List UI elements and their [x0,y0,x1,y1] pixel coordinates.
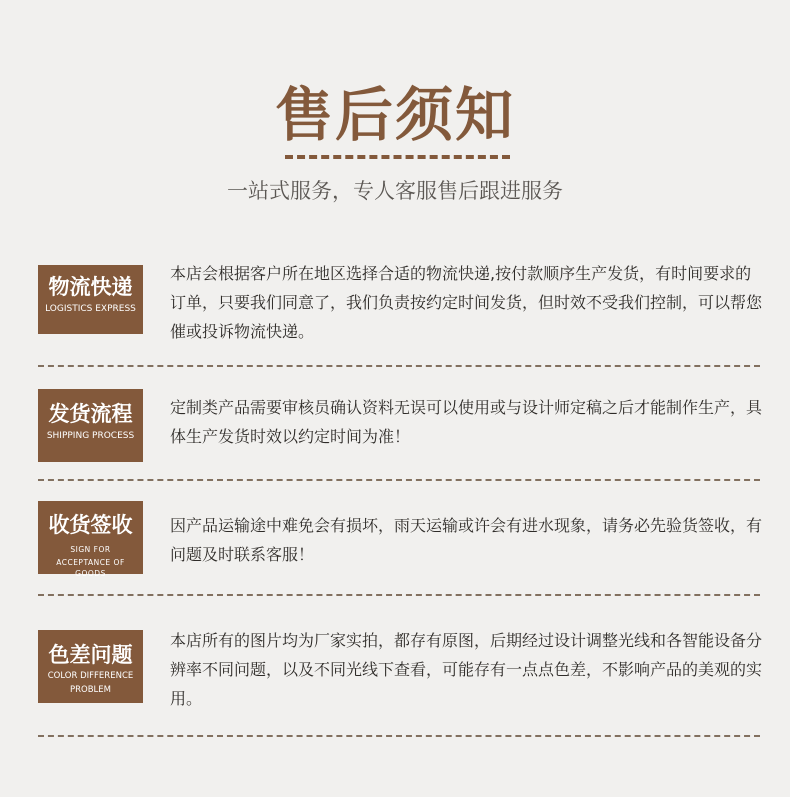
badge-title: 物流快递 [48,275,133,299]
title-underline [285,155,510,159]
badge-subtitle: SHIPPING PROCESS [46,431,135,441]
section-divider [38,594,760,596]
badge-shipping [38,389,143,462]
badge-title: 收货签收 [48,513,133,537]
badge-subtitle: LOGISTICS EXPRESS [45,304,136,314]
badge-logistics [38,265,143,334]
badge-subtitle-line-1: SIGN FOR [70,545,111,554]
section-divider [38,735,760,737]
badge-sign-for-goods [38,501,143,578]
section-text: 本店会根据客户所在地区选择合适的物流快递,按付款顺序生产发货，有时间要求的订单，只要我们同意了，我们负责按约定时间发货，但时效不受我们控制，可以帮您催或投诉物流快递。 [170,264,763,341]
section-text: 定制类产品需要审核员确认资料无误可以使用或与设计师定稿之后才能制作生产，具体生产发货时效以约定时间为准！ [170,398,763,446]
badge-subtitle-line-1: COLOR DIFFERENCE [47,671,134,681]
section-divider [38,479,760,481]
badge-subtitle-line-2: ACCEPTANCE OF GOODS [56,558,125,578]
section-text: 因产品运输途中难免会有损坏，雨天运输或许会有进水现象，请务必先验货签收，有问题及时联系客服！ [170,516,763,564]
badge-color-difference [38,630,143,703]
section-text: 本店所有的图片均为厂家实拍，都存有原图，后期经过设计调整光线和各智能设备分辨率不同问题，以及不同光线下查看，可能存有一点点色差，不影响产品的美观的实用。 [170,631,763,708]
section-divider [38,365,760,367]
page-subtitle: 一站式服务，专人客服售后跟进服务 [227,179,563,203]
badge-title: 发货流程 [48,402,133,426]
badge-subtitle-line-2: PROBLEM [70,685,111,695]
page-title: 售后须知 [274,81,515,149]
badge-title: 色差问题 [48,643,133,667]
